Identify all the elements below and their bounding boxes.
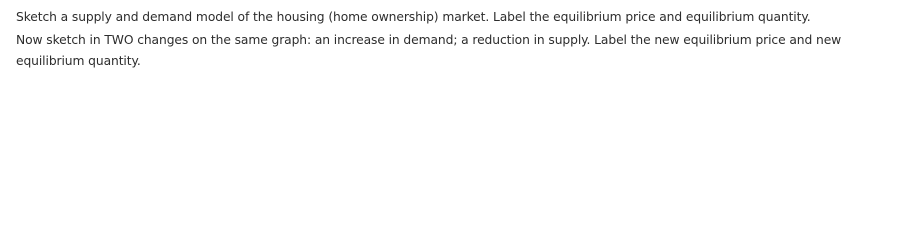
question-line-1: Sketch a supply and demand model of the housing (home ownership) market. Label the equilibrium price and equilibrium quantity. [16,10,811,24]
question-line-2: Now sketch in TWO changes on the same graph: an increase in demand; a reduction in supply. Label the new equilibrium price and new equilibrium quantity. [16,33,842,68]
question-text-block [16,7,891,72]
